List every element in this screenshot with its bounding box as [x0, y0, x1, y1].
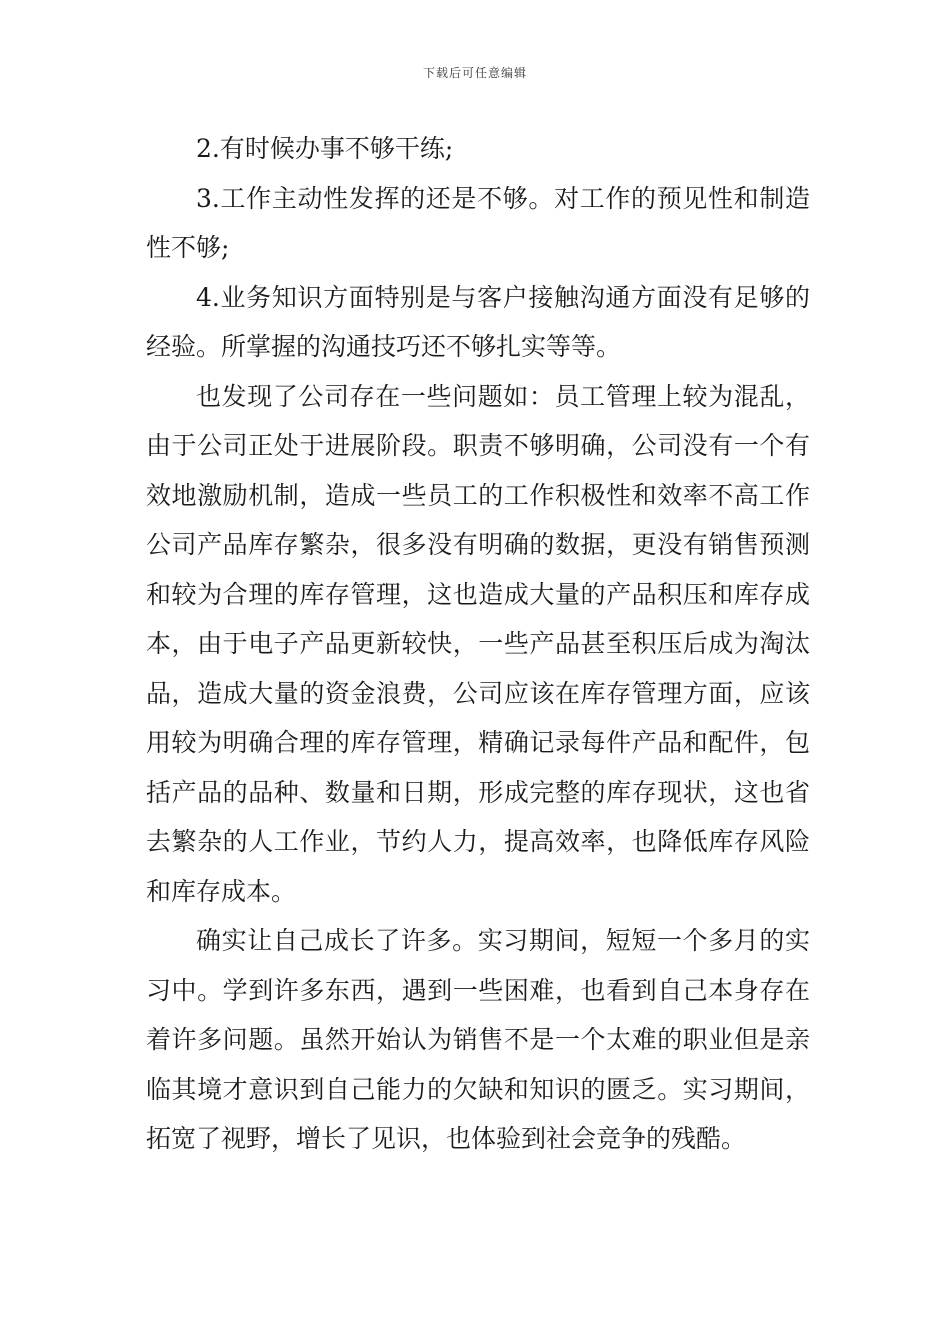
paragraph-weakness-3: 3.工作主动性发挥的还是不够。对工作的预见性和制造性不够;: [146, 183, 810, 262]
paragraph-weakness-4: 4.业务知识方面特别是与客户接触沟通方面没有足够的经验。所掌握的沟通技巧还不够扎实等等。: [146, 282, 810, 361]
paragraph-weakness-2: 2.有时候办事不够干练;: [196, 134, 454, 163]
paragraph-company-issues: 也发现了公司存在一些问题如：员工管理上较为混乱，由于公司正处于进展阶段。职责不够明确，公司没有一个有效地激励机制，造成一些员工的工作积极性和效率不高工作公司产品库存繁杂，很多没有明确的数据，更没有销售预测和较为合理的库存管理，这也造成大量的产品积压和库存成本，由于电子产品更新较快，一些产品甚至积压后成为淘汰品，造成大量的资金浪费，公司应该在库存管理方面，应该用较为明确合理的库存管理，精确记录每件产品和配件，包括产品的品种、数量和日期，形成完整的库存现状，这也省去繁杂的人工作业，节约人力，提高效率，也降低库存风险和库存成本。: [146, 381, 810, 906]
paragraph-growth: 确实让自己成长了许多。实习期间，短短一个多月的实习中。学到许多东西，遇到一些困难，也看到自己本身存在着许多问题。虽然开始认为销售不是一个太难的职业但是亲临其境才意识到自己能力的欠缺和知识的匮乏。实习期间，拓宽了视野，增长了见识，也体验到社会竞争的残酷。: [146, 926, 810, 1153]
page-header: 下载后可任意编辑: [422, 66, 527, 80]
document-body: [146, 124, 810, 1164]
